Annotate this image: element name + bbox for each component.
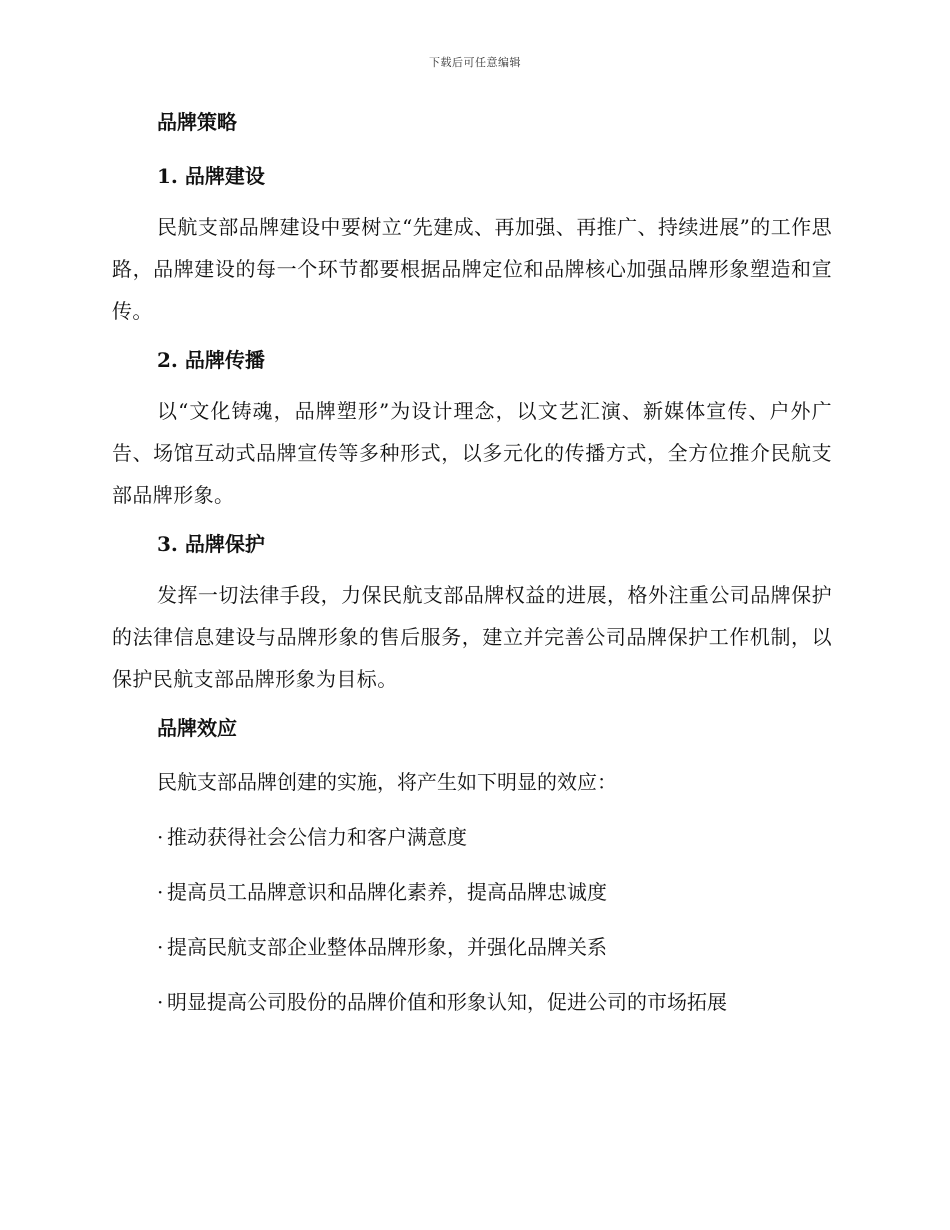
bullet-icon: · <box>157 990 164 1014</box>
bullet-icon: · <box>157 880 164 904</box>
document-body <box>112 108 832 1016</box>
list-item-text: 推动获得社会公信力和客户满意度 <box>167 825 467 849</box>
list-item-text: 提高员工品牌意识和品牌化素养，提高品牌忠诚度 <box>167 880 607 904</box>
paragraph-brand-effect-intro: 民航支部品牌创建的实施，将产生如下明显的效应： <box>157 770 617 794</box>
list-item-text: 提高民航支部企业整体品牌形象，并强化品牌关系 <box>167 935 607 959</box>
list-item <box>157 878 832 906</box>
list-item-text: 明显提高公司股份的品牌价值和形象认知，促进公司的市场拓展 <box>167 990 727 1014</box>
bullet-icon: · <box>157 825 164 849</box>
heading-brand-communication: 2. 品牌传播 <box>157 348 265 372</box>
list-item <box>157 988 832 1016</box>
header-note: 下载后可任意编辑 <box>429 56 521 69</box>
paragraph-brand-protection: 发挥一切法律手段，力保民航支部品牌权益的进展，格外注重公司品牌保护的法律信息建设与品牌形象的售后服务，建立并完善公司品牌保护工作机制，以保护民航支部品牌形象为目标。 <box>112 583 832 691</box>
paragraph-brand-building: 民航支部品牌建设中要树立“先建成、再加强、再推广、持续进展”的工作思路，品牌建设的每一个环节都要根据品牌定位和品牌核心加强品牌形象塑造和宣传。 <box>112 215 832 323</box>
heading-brand-building: 1. 品牌建设 <box>157 164 265 188</box>
heading-brand-strategy: 品牌策略 <box>157 110 237 134</box>
heading-brand-protection: 3. 品牌保护 <box>157 532 265 556</box>
list-item <box>157 823 832 851</box>
paragraph-brand-communication: 以“文化铸魂，品牌塑形”为设计理念，以文艺汇演、新媒体宣传、户外广告、场馆互动式品牌宣传等多种形式，以多元化的传播方式，全方位推介民航支部品牌形象。 <box>112 399 832 507</box>
heading-brand-effect: 品牌效应 <box>157 716 237 740</box>
bullet-icon: · <box>157 935 164 959</box>
list-item <box>157 933 832 961</box>
